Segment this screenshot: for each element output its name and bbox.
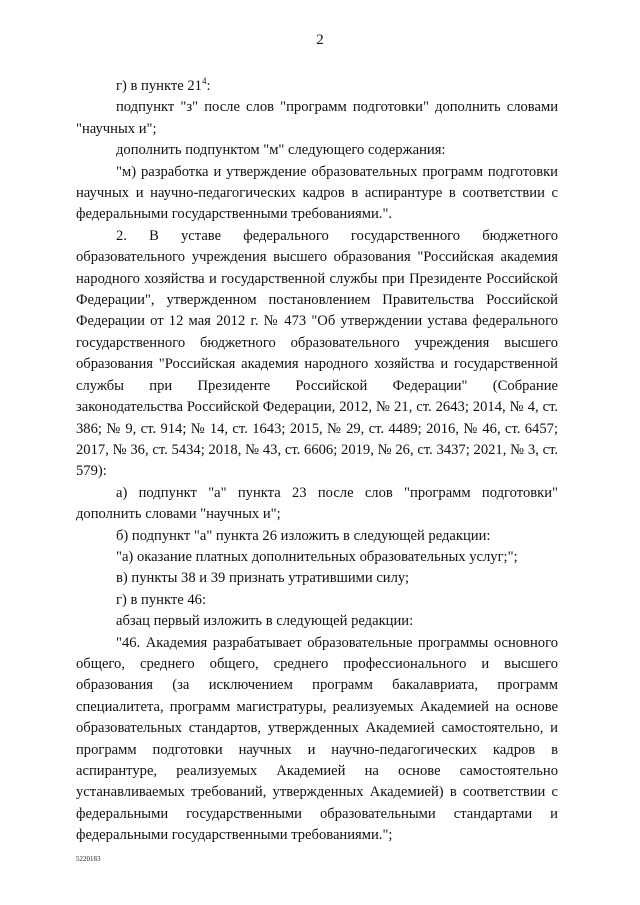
paragraph: б) подпункт "а" пункта 26 изложить в следующей редакции: — [116, 527, 491, 544]
paragraph-text: г) в пункте 21 — [116, 78, 202, 94]
paragraph: а) подпункт "а" пункта 23 после слов "программ подготовки" дополнить словами "научных и"; — [76, 484, 558, 523]
paragraph: в) пункты 38 и 39 признать утратившими силу; — [116, 570, 410, 587]
paragraph-suffix: : — [206, 78, 211, 94]
document-code: 5220183 — [76, 855, 101, 863]
paragraph: подпункт "з" после слов "программ подготовки" дополнить словами "научных и"; — [76, 99, 558, 137]
superscript-4: 4 — [201, 76, 207, 87]
document-body — [76, 76, 558, 847]
paragraph: г) в пункте 46: — [116, 591, 206, 608]
paragraph: "а) оказание платных дополнительных образовательных услуг;"; — [116, 548, 518, 565]
paragraph: "м) разработка и утверждение образовательных программ подготовки научных и научно-педагогических кадров в аспирантуре в соответствии с федеральными государственными требованиями.". — [76, 163, 558, 223]
paragraph-item-2: 2. В уставе федерального государственного бюджетного образовательного учреждения высшего образования "Российская академия народного хозяйства и государственной службы при Президенте Российской Федерации", утвержденном постановлением Правительства Российской Федерации от 12 мая 2012 г. № 473 "Об утверждении устава федерального государственного бюджетного образовательного учреждения высшего образования "Российская академия народного хозяйства и государственной службы при Президенте Российской Федерации" (Собрание законодательства Российской Федерации, 2012, № 21, ст. 2643; 2014, № 4, ст. 386; № 9, ст. 914; № 14, ст. 1643; 2015, № 29, ст. 4489; 2016, № 46, ст. 6457; 2017, № 36, ст. 5434; 2018, № 43, ст. 6606; 2019, № 26, ст. 3437; 2021, № 3, ст. 579): — [76, 227, 558, 480]
page-number: 2 — [316, 32, 324, 48]
paragraph-g-item-21 — [76, 76, 558, 97]
paragraph: дополнить подпунктом "м" следующего содержания: — [116, 142, 446, 159]
paragraph: абзац первый изложить в следующей редакции: — [116, 613, 414, 630]
paragraph-item-46: "46. Академия разрабатывает образовательные программы основного общего, среднего общего, среднего профессионального и высшего образования (за исключением программ бакалавриата, программ специалитета, программ магистратуры, реализуемых Академией на основе образовательных стандартов, утвержденных Академией самостоятельно, и программ подготовки научных и научно-педагогических кадров в аспирантуре, реализуемых Академией на основе самостоятельно устанавливаемых требований, утвержденных Академией) в соответствии с федеральными государственными образовательными стандартами и федеральными государственными требованиями."; — [76, 634, 558, 844]
